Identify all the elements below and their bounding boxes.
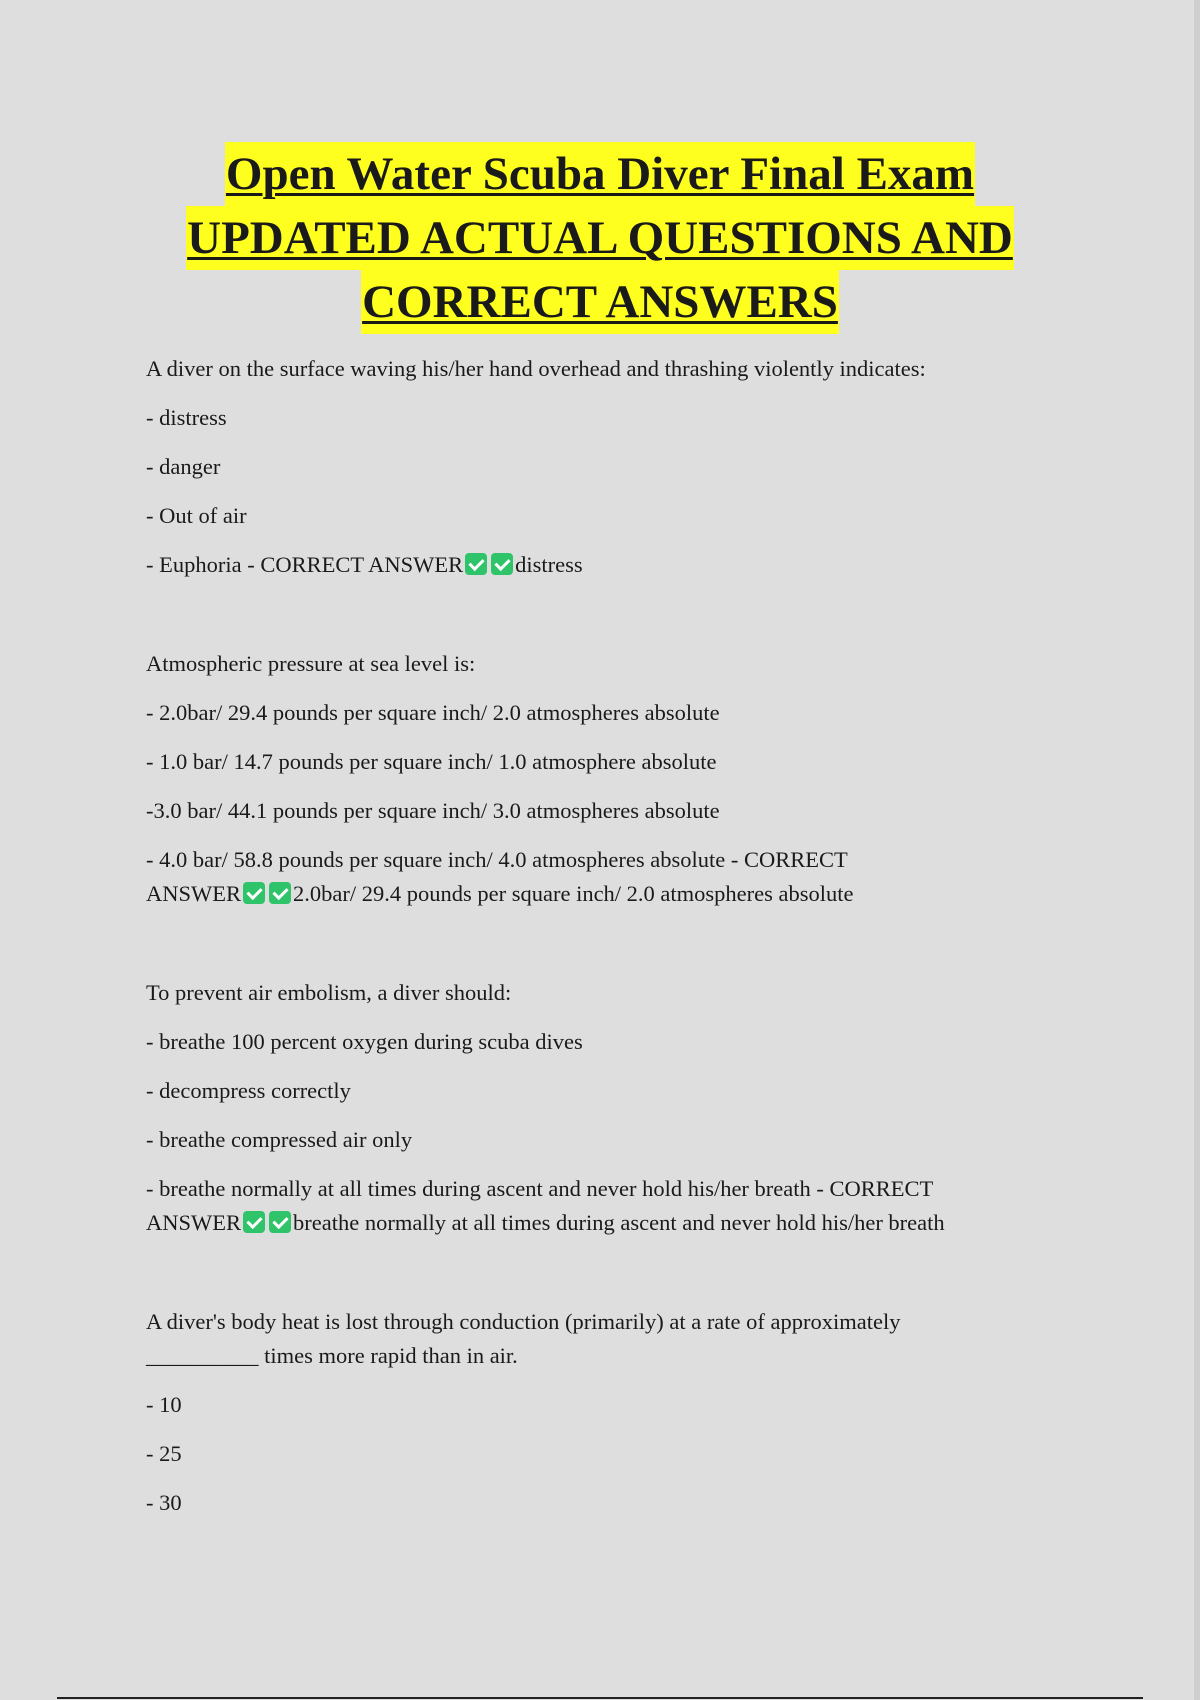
check-box-icon [269,1211,291,1233]
option-item: - distress [146,405,227,430]
question-text: A diver on the surface waving his/her hand overhead and thrashing violently indicates: [146,356,926,381]
option-item: - breathe compressed air only [146,1127,413,1152]
option-with-answer-label: - breathe normally at all times during ascent and never hold his/her breath - CORRECT ANSWER [146,1176,933,1235]
answer-line [146,548,1046,582]
title-line-2: UPDATED ACTUAL QUESTIONS AND [186,206,1014,270]
title-line-1: Open Water Scuba Diver Final Exam [225,142,975,206]
option-with-answer-label: - Euphoria - CORRECT ANSWER [146,552,464,577]
page-divider [57,1697,1143,1699]
question-text: Atmospheric pressure at sea level is: [146,651,476,676]
check-box-icon [269,882,291,904]
check-box-icon [465,553,487,575]
question-block-1 [146,352,1046,582]
option-item: -3.0 bar/ 44.1 pounds per square inch/ 3.0 atmospheres absolute [146,798,720,823]
option-item: - danger [146,454,221,479]
answer-text: 2.0bar/ 29.4 pounds per square inch/ 2.0 atmospheres absolute [293,881,854,906]
option-item: - breathe 100 percent oxygen during scuba dives [146,1029,583,1054]
question-text: To prevent air embolism, a diver should: [146,980,512,1005]
answer-text: breathe normally at all times during ascent and never hold his/her breath [293,1210,945,1235]
option-item: - Out of air [146,503,247,528]
answer-line [146,1172,1026,1240]
answer-text: distress [515,552,583,577]
option-item: - 1.0 bar/ 14.7 pounds per square inch/ 1.0 atmosphere absolute [146,749,717,774]
title-line-3: CORRECT ANSWERS [361,270,839,334]
option-item: - 10 [146,1392,182,1417]
option-item: - decompress correctly [146,1078,351,1103]
option-item: - 30 [146,1490,182,1515]
option-with-answer-label: - 4.0 bar/ 58.8 pounds per square inch/ 4.0 atmospheres absolute - CORRECT ANSWER [146,847,848,906]
document-title [0,142,1200,334]
document-body [146,352,1046,1535]
page-edge [1194,0,1200,1700]
option-item: - 25 [146,1441,182,1466]
check-box-icon [243,882,265,904]
check-box-icon [243,1211,265,1233]
option-item: - 2.0bar/ 29.4 pounds per square inch/ 2.0 atmospheres absolute [146,700,720,725]
check-box-icon [491,553,513,575]
question-block-3 [146,976,1046,1240]
answer-line [146,843,906,911]
question-block-2 [146,647,1046,911]
question-block-4 [146,1305,1046,1520]
question-text: A diver's body heat is lost through conduction (primarily) at a rate of approximately __________ times more rapid than in air. [146,1309,901,1368]
